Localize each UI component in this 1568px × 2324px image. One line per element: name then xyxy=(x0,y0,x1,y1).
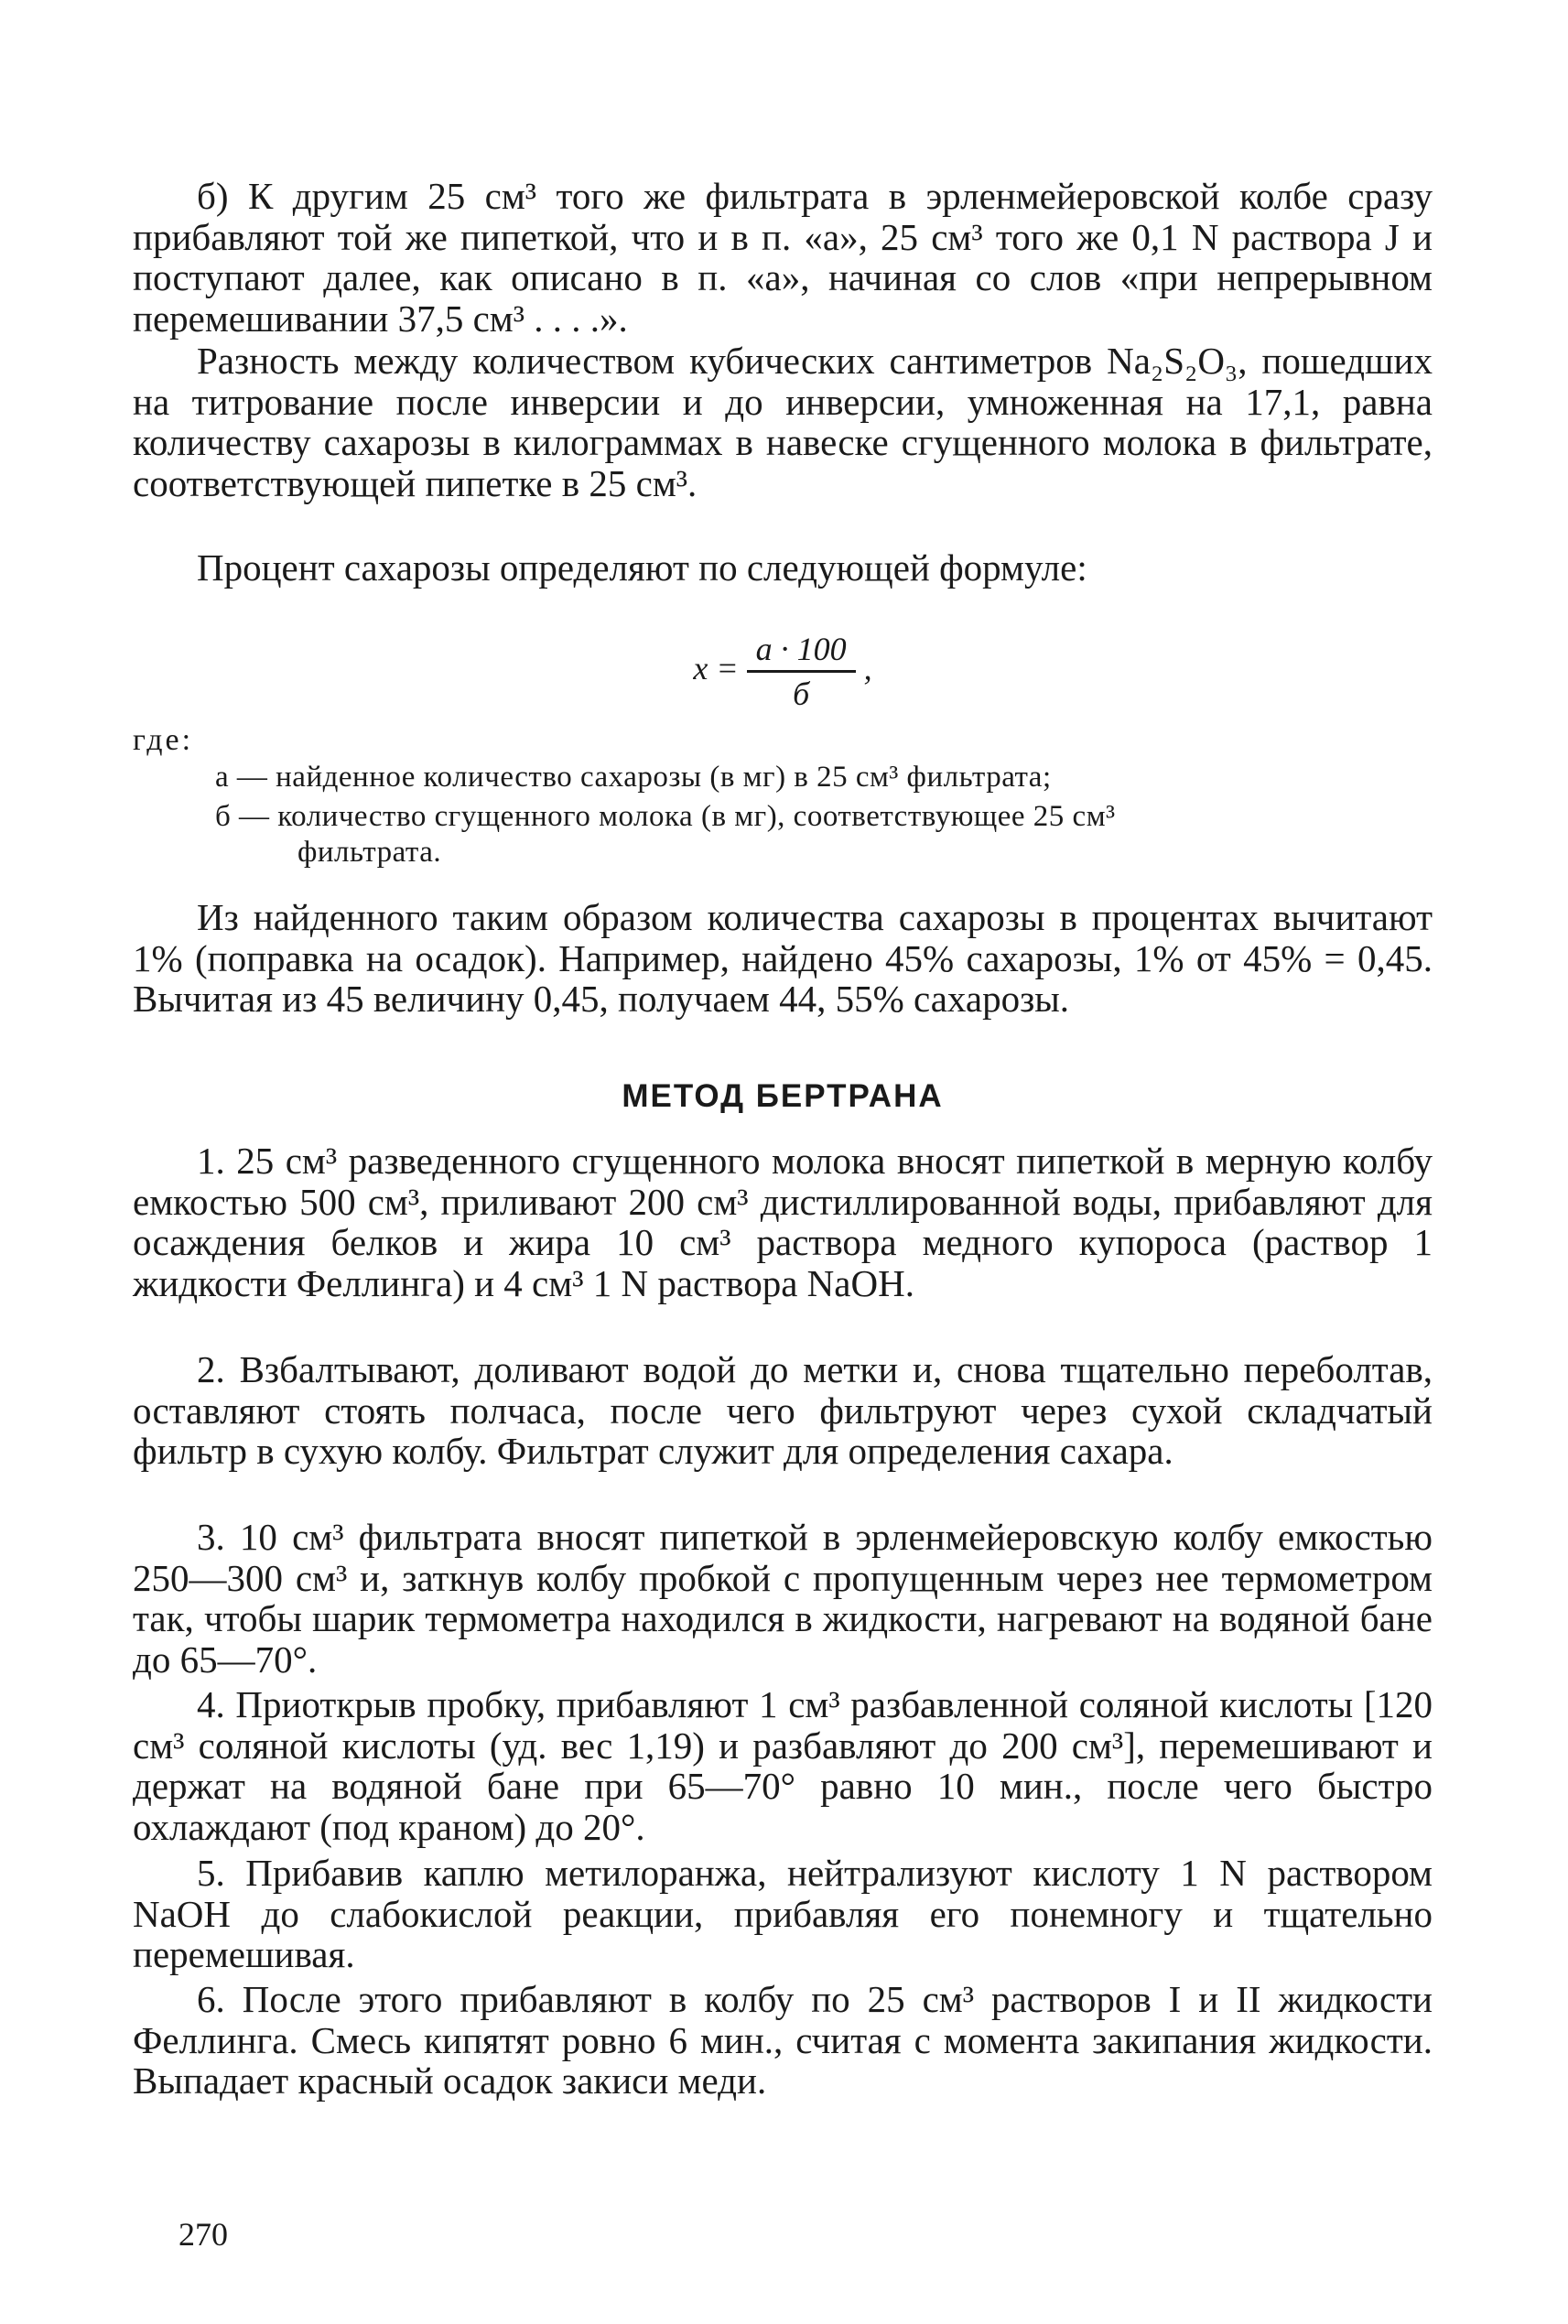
method-step-3: 3. 10 см³ фильтрата вносят пипеткой в эрленмейеровскую колбу емкостью 250—300 см³ и, заткнув колбу пробкой с пропущенным через нее термометром так, чтобы шарик термометра находился в жидкости, нагревают на водяной бане до 65—70°. xyxy=(133,1516,1433,1681)
formula-numerator: a · 100 xyxy=(747,630,856,673)
method-step-1: 1. 25 см³ разведенного сгущенного молока вносят пипеткой в мерную колбу емкостью 500 см³, приливают 200 см³ дистиллированной воды, прибавляют для осаждения белков и жира 10 см³ раствора медного купороса (раствор 1 жидкости Феллинга) и 4 см³ 1 N раствора NaOH. xyxy=(133,1140,1433,1304)
sucrose-formula xyxy=(133,630,1433,713)
paragraph-b: б) К другим 25 см³ того же фильтрата в эрленмейеровской колбе сразу прибавляют той же пипеткой, что и в п. «а», 25 см³ того же 0,1 N раствора J и поступают далее, как описано в п. «а», начиная со слов «при непрерывном перемешивании 37,5 см³ . . . .». xyxy=(133,175,1433,340)
formula-trail: , xyxy=(863,649,872,686)
section-heading-wrap xyxy=(133,1078,1433,1124)
definitions-block xyxy=(133,723,1433,888)
formula-block xyxy=(133,630,1433,712)
paragraph-correction: Из найденного таким образом количества сахарозы в процентах вычитают 1% (поправка на осадок). Например, найдено 45% сахарозы, 1% от 45% = 0,45. Вычитая из 45 величину 0,45, получаем 44, 55% сахарозы. xyxy=(133,896,1433,1020)
formula-fraction xyxy=(747,630,856,713)
formula-lhs: x = xyxy=(693,649,739,686)
definition-a: a — найденное количество сахарозы (в мг) в 25 см³ фильтрата; xyxy=(215,761,1052,794)
definitions-list xyxy=(215,760,1433,870)
paragraph-percent-formula-intro: Процент сахарозы определяют по следующей формуле: xyxy=(197,546,1087,589)
page-number: 270 xyxy=(178,2216,228,2253)
paragraph-difference: Разность между количеством кубических сантиметров Na₂S₂O₃, пошедших на титрование после инверсии и до инверсии, умноженная на 17,1, равна количеству сахарозы в килограммах в навеске сгущенного молока в фильтрате, соответствующей пипетке в 25 см³. xyxy=(133,340,1433,504)
section-heading: МЕТОД БЕРТРАНА xyxy=(622,1078,944,1114)
method-step-6: 6. После этого прибавляют в колбу по 25 см³ растворов I и II жидкости Феллинга. Смесь кипятят ровно 6 мин., считая с момента закипания жидкости. Выпадает красный осадок закиси меди. xyxy=(133,1978,1433,2102)
method-step-2: 2. Взбалтывают, доливают водой до метки и, снова тщательно переболтав, оставляют стоять полчаса, после чего фильтруют через сухой складчатый фильтр в сухую колбу. Фильтрат служит для определения сахара. xyxy=(133,1348,1433,1472)
method-step-4: 4. Приоткрыв пробку, прибавляют 1 см³ разбавленной соляной кислоты [120 см³ соляной кислоты (уд. вес 1,19) и разбавляют до 200 см³], перемешивают и держат на водяной бане при 65—70° равно 10 мин., после чего быстро охлаждают (под краном) до 20°. xyxy=(133,1683,1433,1848)
where-label: где: xyxy=(133,723,194,757)
definition-b: б — количество сгущенного молока (в мг), соответствующее 25 см³ xyxy=(215,800,1116,833)
method-step-5: 5. Прибавив каплю метилоранжа, нейтрализуют кислоту 1 N раствором NaOH до слабокислой реакции, прибавляя его понемногу и тщательно перемешивая. xyxy=(133,1852,1433,1975)
formula-denominator: б xyxy=(793,676,810,712)
definition-b-continued: фильтрата. xyxy=(297,836,442,869)
